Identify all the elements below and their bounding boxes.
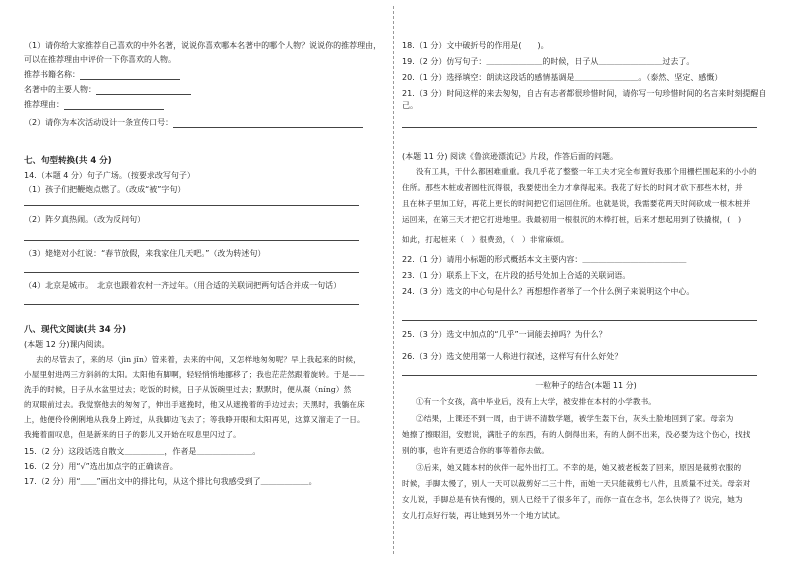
- question-14-3: （3）姥姥对小红说：“春节放假，来我家住几天吧。”（改为转述句）: [24, 249, 266, 258]
- question-recommend-intro-cont: 可以在推荐理由中评价一下你喜欢的人物。: [24, 55, 176, 64]
- question-20: 20.（1 分）选择填空：朗读这段话的感情基调是＿＿＿＿＿＿＿＿。（泰然、坚定、感慨）: [402, 73, 723, 82]
- answer-line-14-2[interactable]: [24, 240, 359, 241]
- part-1-intro: (本题 12 分)课内阅读。: [24, 340, 110, 349]
- question-17: 17.（2 分）用“＿＿”画出文中的排比句，从这个排比句我感受到了＿＿＿＿＿＿。: [24, 477, 317, 486]
- part-2-intro: (本题 11 分) 阅读《鲁滨逊漂流记》片段，作答后面的问题。: [402, 152, 619, 161]
- question-22: 22.（1 分）请用小标题的形式概括本文主要内容：＿＿＿＿＿＿＿＿＿＿＿＿＿: [402, 255, 687, 264]
- passage-3-line-6: 时候，手脚太慢了，别人一天可以裁剪好二三十件，而她一天只能裁剪七八件，且质量不过关。母亲对: [402, 479, 751, 488]
- answer-line-14-4[interactable]: [24, 304, 359, 305]
- book-name-blank[interactable]: [80, 71, 180, 80]
- question-26: 26.（3 分）选文使用第一人称进行叙述，这样写有什么好处？: [402, 352, 623, 361]
- reason-blank[interactable]: [64, 101, 164, 110]
- question-24: 24.（3 分）选文的中心句是什么？再想想作者举了一个什么例子来说明这个中心。: [402, 287, 695, 296]
- passage-3-line-4: 别的事，也许有更适合你的事等着你去做。: [402, 446, 550, 455]
- question-25: 25.（3 分）选文中加点的“几乎”一词能去掉吗？为什么？: [402, 330, 607, 339]
- question-23: 23.（1 分）联系上下文，在片段的括号处加上合适的关联词语。: [402, 271, 631, 280]
- question-14-2: （2）阵夕真热闹。（改为反问句）: [24, 215, 146, 224]
- passage-3-line-8: 女儿打点好行装，再让她到另外一个地方试试。: [402, 511, 565, 520]
- passage-2-line-1: 没有工具，干什么都困难重重。我几乎花了整整一年工夫才完全布置好我那个用栅栏围起来的小小的: [416, 167, 757, 176]
- question-14-1: （1）孩子们把鞭炮点燃了。（改成“被”字句）: [24, 185, 186, 194]
- slogan-line: [24, 117, 363, 128]
- passage-3-line-2: ②结果，上课还不到一周，由于讲不清数学题，被学生轰下台，灰头土脸地回到了家。母亲为: [416, 414, 734, 423]
- question-21-cont: 己。: [402, 101, 418, 110]
- question-15: 15.（2 分）这段话选自散文＿＿＿＿＿，作者是＿＿＿＿＿＿＿。: [24, 447, 261, 456]
- reason-label: 推荐理由：: [24, 100, 64, 109]
- passage-3-line-5: ③后来，她又随本村的伙伴一起外出打工。不幸的是，她又被老板轰了回来，原因是裁剪衣服的: [416, 463, 742, 472]
- slogan-blank[interactable]: [173, 119, 363, 128]
- passage-2-line-2: 住所。那些木桩或者圆柱沉得很，我要使出全力才拿得起来。我花了好长的时间才砍下那些木材，并: [402, 183, 743, 192]
- question-14-4: （4）北京是城市。 北京也跟着农村一齐过年。（用合适的关联词把两句话合并成一句话）: [24, 281, 342, 290]
- passage-2-line-5: 如此，打起桩来（ ）很费劲，（ ）非常麻烦。: [402, 235, 569, 244]
- passage-3-line-3: 她擦了擦眼泪，安慰说，满肚子的东西，有的人倒得出来，有的人倒不出来，没必要为这个伤心，找找: [402, 430, 751, 439]
- question-18: 18.（1 分）文中破折号的作用是( )。: [402, 41, 549, 50]
- passage-1-line-3: 洗手的时候，日子从水盆里过去；吃饭的时候，日子从饭碗里过去；默默时，便从凝（níng）然: [24, 385, 352, 394]
- answer-line-14-1[interactable]: [24, 205, 359, 206]
- answer-line-26[interactable]: [402, 375, 757, 376]
- slogan-label: （2）请你为本次活动设计一条宣传口号：: [24, 118, 174, 127]
- passage-3-line-7: 女儿说，手脚总是有快有慢的，别人已经干了很多年了，而你一直在念书，怎么快得了？说完，她为: [402, 495, 743, 504]
- section-7-title: 七、句型转换(共 4 分): [24, 156, 112, 166]
- question-16: 16.（2 分）用“√”选出加点字的正确读音。: [24, 462, 178, 471]
- question-14: 14.（本题 4 分）句子广场。（按要求改写句子）: [24, 171, 195, 180]
- column-divider: [393, 6, 394, 554]
- part-3-title: 一粒种子的结合(本题 11 分): [535, 381, 637, 390]
- answer-line-24[interactable]: [402, 320, 757, 321]
- character-blank[interactable]: [96, 86, 191, 95]
- passage-2-line-3: 且在林子里加工好，再花上更长的时间把它们运回住所。也就是说，我需要花两天时间砍成一根木桩并: [402, 199, 751, 208]
- passage-2-line-4: 运回来，在第三天才把它打进地里。我最初用一根很沉的木棒打桩，后来才想起用到了铁撬棍，( ): [402, 215, 742, 224]
- character-line: [24, 84, 191, 95]
- question-19: 19.（2 分）仿写句子：＿＿＿＿＿＿＿的时候，日子从＿＿＿＿＿＿＿＿过去了。: [402, 57, 695, 66]
- character-label: 名著中的主要人物：: [24, 85, 96, 94]
- section-8-title: 八、现代文阅读(共 34 分): [24, 325, 127, 335]
- answer-line-21[interactable]: [402, 127, 757, 128]
- reason-line: [24, 99, 164, 110]
- question-21: 21.（3 分）时间这样的来去匆匆，自古有志者都很珍惜时间，请你写一句珍惜时间的名言来时刻提醒自: [402, 89, 767, 98]
- passage-1-line-2: 小屋里射进两三方斜斜的太阳。太阳他有脚啊，轻轻悄悄地挪移了；我也茫茫然跟着旋转。于是——: [24, 370, 365, 379]
- book-name-label: 推荐书籍名称：: [24, 70, 80, 79]
- question-recommend-intro: （1）请你给大家推荐自己喜欢的中外名著，说说你喜欢哪本名著中的哪个人物？说说你的推荐理由，: [24, 41, 382, 50]
- passage-1-line-4: 的双眼前过去。我觉察他去的匆匆了，伸出手遮挽时，他又从遮挽着的手边过去；天黑时，我躺在床: [24, 400, 365, 409]
- passage-1-line-6: 我掩着面叹息，但是新来的日子的影儿又开始在叹息里闪过了。: [24, 430, 241, 439]
- passage-3-line-1: ①有一个女孩，高中毕业后，没有上大学，被安排在本村的小学教书。: [416, 397, 657, 406]
- passage-1-line-5: 上，他便伶伶俐俐地从我身上跨过，从我脚边飞去了；等我睁开眼和太阳再见，这算又溜走了一日。: [24, 415, 365, 424]
- answer-line-14-3[interactable]: [24, 272, 359, 273]
- book-name-line: [24, 69, 180, 80]
- passage-1-line-1: 去的尽管去了，来的尽（jìn jǐn）管来着，去来的中间，又怎样地匆匆呢？早上我起来的时候，: [36, 355, 361, 364]
